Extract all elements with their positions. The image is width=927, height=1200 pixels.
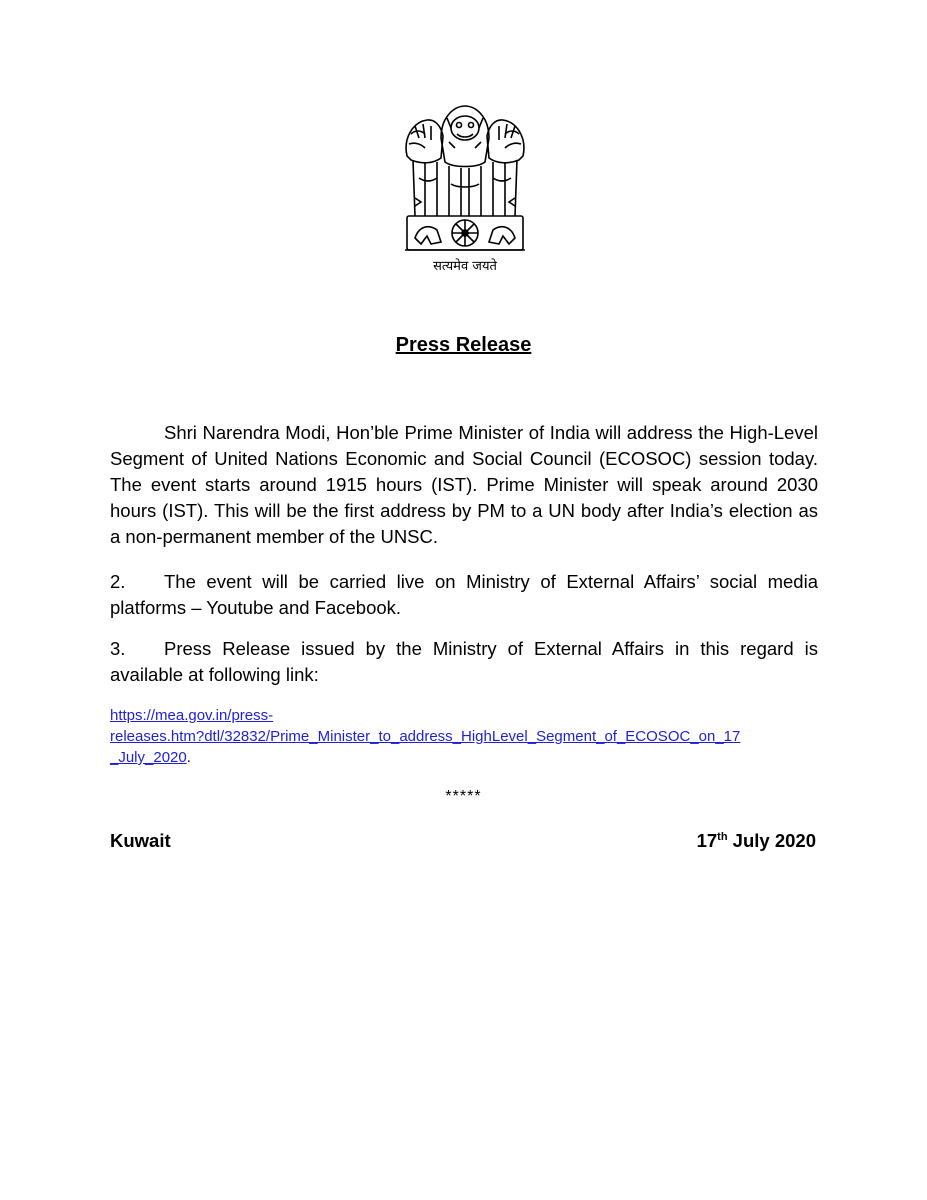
- press-release-link-block: [110, 705, 830, 768]
- link-line-1: https://mea.gov.in/press-: [110, 707, 274, 724]
- paragraph-3-number: 3.: [110, 638, 126, 659]
- paragraph-2-number: 2.: [110, 571, 126, 592]
- date-day: 17: [696, 830, 718, 851]
- date-suffix: th: [717, 831, 728, 843]
- issue-date: [697, 830, 816, 852]
- link-line-3: _July_2020: [110, 749, 187, 766]
- press-release-link[interactable]: [110, 707, 740, 766]
- paragraph-1-text: Shri Narendra Modi, Hon’ble Prime Minister of India will address the High-Level Segment of United Nations Economic and Social Council (ECOSOC) session today. The event starts around 1915 hours (IST). Prime Minister will speak around 2030 hours (IST). This will be the first address by PM to a UN body after India’s election as a non-permanent member of the UNSC.: [110, 422, 818, 547]
- page-title: Press Release: [395, 334, 532, 356]
- paragraph-2-text: The event will be carried live on Ministry of External Affairs’ social media platforms – Youtube and Facebook.: [110, 571, 818, 618]
- emblem-motto: सत्यमेव जयते: [433, 259, 497, 274]
- date-rest: July 2020: [727, 830, 816, 851]
- paragraph-3: [110, 636, 818, 688]
- paragraph-2: [110, 569, 818, 621]
- paragraph-1: [110, 420, 818, 550]
- paragraph-3-text: Press Release issued by the Ministry of External Affairs in this regard is available at following link:: [110, 638, 818, 685]
- national-emblem-icon: [385, 98, 545, 278]
- issue-place: Kuwait: [110, 830, 171, 851]
- link-trailing-period: .: [186, 749, 191, 766]
- link-line-2: releases.htm?dtl/32832/Prime_Minister_to_address_HighLevel_Segment_of_ECOSOC_on_17: [110, 728, 741, 745]
- separator: *****: [445, 788, 482, 805]
